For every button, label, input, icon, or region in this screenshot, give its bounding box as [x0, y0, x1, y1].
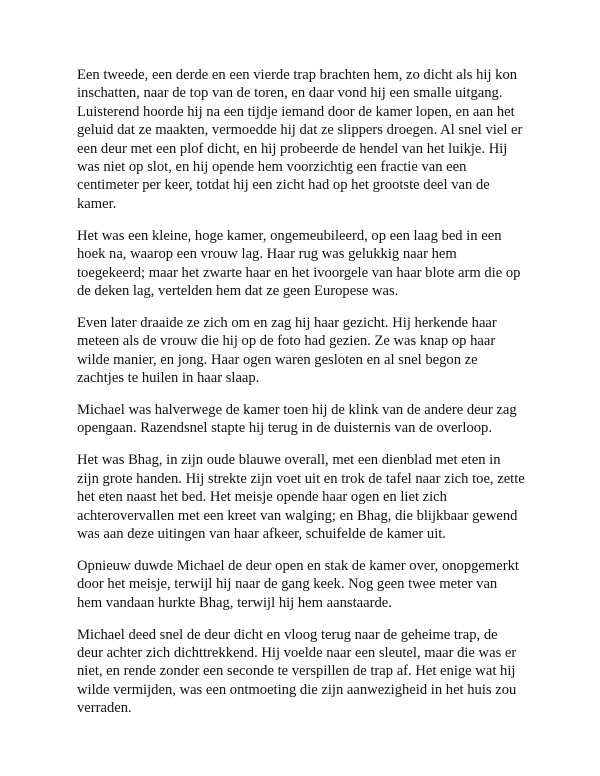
- document-page: [77, 66, 525, 731]
- paragraph-2: Het was een kleine, hoge kamer, ongemeubileerd, op een laag bed in een hoek na, waarop een vrouw lag. Haar rug was gelukkig naar hem toegekeerd; maar het zwarte haar en het ivoorgele van haar blote arm die op de deken lag, vertelden hem dat ze geen Europese was.: [77, 227, 521, 299]
- paragraph-3: Even later draaide ze zich om en zag hij haar gezicht. Hij herkende haar meteen als de vrouw die hij op de foto had gezien. Ze was knap op haar wilde manier, en jong. Haar ogen waren gesloten en al snel begon ze zachtjes te huilen in haar slaap.: [77, 314, 497, 387]
- paragraph-5: Het was Bhag, in zijn oude blauwe overall, met een dienblad met eten in zijn grote handen. Hij strekte zijn voet uit en trok de tafel naar zich toe, zette het eten naast het bed. Het meisje opende haar ogen en liet zich achterovervallen met een kreet van walging; en Bhag, die blijkbaar gewend was aan deze uitingen van haar afkeer, schuifelde de kamer uit.: [77, 452, 525, 542]
- paragraph-7: Michael deed snel de deur dicht en vloog terug naar de geheime trap, de deur achter zich dichttrekkend. Hij voelde naar een sleutel, maar die was er niet, en rende zonder een seconde te verspillen de trap af. Het enige wat hij wilde vermijden, was een ontmoeting die zijn aanwezigheid in het huis zou verraden.: [77, 626, 517, 717]
- paragraph-6: Opnieuw duwde Michael de deur open en stak de kamer over, onopgemerkt door het meisje, terwijl hij naar de gang keek. Nog geen twee meter van hem vandaan hurkte Bhag, terwijl hij hem aanstaarde.: [77, 557, 519, 611]
- paragraph-1: Een tweede, een derde en een vierde trap brachten hem, zo dicht als hij kon inschatten, naar de top van de toren, en daar vond hij een smalle uitgang. Luisterend hoorde hij na een tijdje iemand door de kamer lopen, en aan het geluid dat ze maakten, vermoedde hij dat ze slippers droegen. Al snel viel er een deur met een plof dicht, en hij probeerde de hendel van het luikje. Hij was niet op slot, en hij opende hem voorzichtig een fractie van een centimeter per keer, totdat hij een zicht had op het grootste deel van de kamer.: [77, 67, 523, 212]
- paragraph-4: Michael was halverwege de kamer toen hij de klink van de andere deur zag opengaan. Razendsnel stapte hij terug in de duisternis van de overloop.: [77, 402, 517, 437]
